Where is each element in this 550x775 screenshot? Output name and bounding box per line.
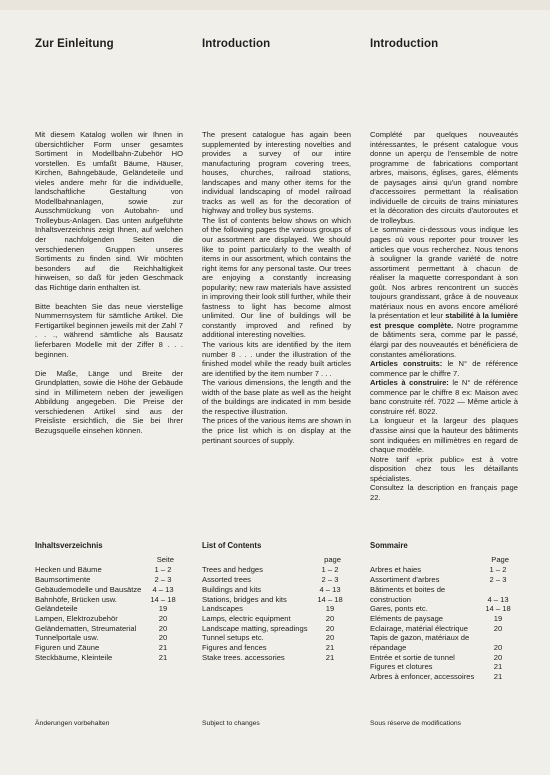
toc-row xyxy=(35,653,176,663)
toc-row-label: Gebäudemodelle und Bausätze xyxy=(35,584,142,594)
toc-row xyxy=(370,604,511,614)
toc-row xyxy=(35,595,176,605)
footer-english: Subject to changes xyxy=(202,720,260,727)
toc-row xyxy=(370,575,511,585)
toc-row xyxy=(370,565,511,575)
german-paragraph-3: Die Maße, Länge und Breite der Grundplatten, sowie die Höhe der Gebäude sind in Millimetern neben der jeweiligen Abbildung angegeben. Die Preise der verschiedenen Artikel sind aus der Preisliste ersichtlich, die Sie bei Ihrer Bezugsquelle einsehen können. xyxy=(35,368,183,435)
english-paragraph-4: The various dimensions, the length and the width of the base plate as well as the height of the buildings are indicated in mm beside the respective illustration. xyxy=(202,378,351,416)
toc-row-page: 14 – 18 xyxy=(317,594,343,604)
toc-row xyxy=(35,604,176,614)
english-paragraph-1: The present catalogue has again been supplemented by interesting novelties and provides a survey of our intire manufacturing program covering trees, houses, churches, railroad stations, landscapes and many other items for the individual landscaping of model railroad tracks as well as for the decoration of highway and trolley bus systems. xyxy=(202,130,351,216)
toc-row-label: Tapis de gazon, matériaux de répandage xyxy=(370,633,470,653)
french-paragraph-7: Consultez la description en français page 22. xyxy=(370,483,518,502)
toc-english-title: List of Contents xyxy=(202,541,262,550)
toc-row-page: 2 – 3 xyxy=(489,575,507,585)
toc-row xyxy=(370,585,511,604)
toc-row-page: 1 – 2 xyxy=(489,565,507,575)
toc-row-label: Baumsortimente xyxy=(35,575,91,585)
toc-row-label: Geländematten, Streumaterial xyxy=(35,623,137,633)
toc-row-label: Eléments de paysage xyxy=(370,613,444,623)
toc-english-page-header: page xyxy=(324,554,341,564)
toc-row-page: 14 – 18 xyxy=(485,604,511,614)
toc-row-page: 19 xyxy=(493,613,503,623)
toc-row-page: 21 xyxy=(158,643,168,653)
toc-row-page: 20 xyxy=(158,623,168,633)
toc-row-label: Stake trees. accessories xyxy=(202,652,285,662)
toc-row xyxy=(202,653,343,663)
toc-row xyxy=(35,633,176,643)
english-paragraph-5: The prices of the various items are shown in the price list which is on display at the pertinant sources of supply. xyxy=(202,416,351,445)
toc-row-label: Landscape matting, spreadings xyxy=(202,623,308,633)
french-paragraph-2: Le sommaire ci-dessous vous indique les pages où vous reporter pour trouver les articles que vous recherchez. Nous tenons à souligner la grande variété de notre assortiment permettant à chacun de réaliser la maquette correspondant à son goût. Nos arbres rencontrent un succès toujours grandissant, grâce à de nouveaux matériaux nous en avons encore amélioré la présentation et leur stabilité à la lumière est presque complète. Notre programme de bâtiments sera, comme par le passé, élargi par des nouveautés et bénéficiera de constantes améliorations. xyxy=(370,225,518,359)
toc-row-label: Steckbäume, Kleinteile xyxy=(35,652,113,662)
toc-row-page: 20 xyxy=(325,613,335,623)
toc-row-label: Assortiment d'arbres xyxy=(370,575,440,585)
toc-row-label: Eclairage, matérial électrique xyxy=(370,623,468,633)
german-intro-column xyxy=(35,130,183,445)
toc-row xyxy=(202,595,343,605)
toc-row xyxy=(35,624,176,634)
french-paragraph-6: Notre tarif «prix public» est à votre disposition chez tous les détaillants spécialistes. xyxy=(370,454,518,483)
toc-english xyxy=(202,541,343,662)
toc-row-label: Tunnelportale usw. xyxy=(35,633,99,643)
toc-row-label: Figuren und Zäune xyxy=(35,643,100,653)
toc-row-page: 20 xyxy=(493,623,503,633)
toc-row xyxy=(370,653,511,663)
toc-row-page: 19 xyxy=(158,604,168,614)
toc-row xyxy=(35,565,176,575)
toc-row xyxy=(370,662,511,672)
footer-french: Sous réserve de modifications xyxy=(370,720,462,727)
toc-french-title: Sommaire xyxy=(370,541,408,550)
french-paragraph-5: La longueur et la largeur des plaques d'assise ainsi que la hauteur des bâtiments sont indiquées en millimètres en regard de chaque modèle. xyxy=(370,416,518,455)
toc-row-label: Landscapes xyxy=(202,604,243,614)
french-paragraph-1: Complété par quelques nouveautés intéressantes, le présent catalogue vous donne un aperçu de l'ensemble de notre programme de fabrications comportant arbres, maisons, églises, gares, éléments de paysages ainsi qu'un grand nombre d'accessoires permettant la réalisation individuelle de circuits de trains miniatures et la décoration des circuits d'autoroutes et de trolleybus. xyxy=(370,130,518,225)
toc-row-label: Bâtiments et boites de construction xyxy=(370,584,446,604)
english-paragraph-2: The list of contents below shows on which of the following pages the various groups of our assortment are displayed. We should like to point particularly to the wealth of items in our assortment, which contains the right items for any personal taste. Our trees are enjoying a constantly increasing popularity; new raw materials have assisted in improving their look still further, while their fastness to light has become almost unlimited. Our line of buildings will be constantly improved and refined by additional interesting novelties. xyxy=(202,215,351,340)
french-paragraph-3: Articles construits: le N° de référence commence par le chiffre 7. xyxy=(370,359,518,378)
top-band xyxy=(0,0,550,10)
toc-row-label: Stations, bridges and kits xyxy=(202,594,287,604)
toc-row-page: 2 – 3 xyxy=(154,575,172,585)
toc-row-page: 21 xyxy=(158,652,168,662)
toc-row-page: 20 xyxy=(325,623,335,633)
toc-row-label: Entrée et sortie de tunnel xyxy=(370,652,455,662)
toc-row xyxy=(202,575,343,585)
toc-german-rows xyxy=(35,565,176,662)
toc-german-page-header: Seite xyxy=(156,554,174,564)
toc-row-label: Figures et clotures xyxy=(370,662,433,672)
toc-row xyxy=(370,624,511,634)
toc-french xyxy=(370,541,511,682)
toc-row-label: Geländeteile xyxy=(35,604,78,614)
toc-row-label: Hecken und Bäume xyxy=(35,565,102,575)
toc-row xyxy=(202,614,343,624)
toc-row-page: 20 xyxy=(158,633,168,643)
french-bold-kit-articles: Articles à construire: xyxy=(370,378,449,388)
toc-row-page: 21 xyxy=(325,652,335,662)
toc-row-label: Tunnel setups etc. xyxy=(202,633,264,643)
toc-row-page: 1 – 2 xyxy=(154,565,172,575)
footer-german: Änderungen vorbehalten xyxy=(35,720,110,727)
toc-row xyxy=(35,585,176,595)
toc-row xyxy=(35,614,176,624)
toc-row-page: 21 xyxy=(493,662,503,672)
toc-row xyxy=(35,575,176,585)
toc-row xyxy=(370,672,511,682)
toc-row-page: 4 – 13 xyxy=(487,594,509,604)
toc-row-label: Arbres à enfoncer, accessoires xyxy=(370,672,475,682)
toc-french-page-header: Page xyxy=(491,554,509,564)
toc-row xyxy=(202,585,343,595)
toc-row xyxy=(202,565,343,575)
toc-row xyxy=(370,614,511,624)
french-intro-column xyxy=(370,130,518,502)
french-paragraph-4: Articles à construire: le N° de référence commence par le chiffre 8 ex: Maison avec banc construite réf. 7022 — Même article à construire réf. 8022. xyxy=(370,378,518,416)
french-bold-light-fastness: stabilité à la lumière est presque complète. xyxy=(370,311,518,330)
toc-row-page: 20 xyxy=(325,633,335,643)
heading-german: Zur Einleitung xyxy=(35,38,114,50)
toc-row-page: 4 – 13 xyxy=(319,584,341,594)
toc-german-title: Inhaltsverzeichnis xyxy=(35,541,103,550)
toc-row xyxy=(202,633,343,643)
toc-row-page: 20 xyxy=(493,643,503,653)
toc-row xyxy=(202,643,343,653)
english-paragraph-3: The various kits are identified by the item number 8 . . . under the illustration of the finished model while the ready built articles are identified by the item number 7 . . . xyxy=(202,340,351,378)
toc-row-label: Gares, ponts etc. xyxy=(370,604,428,614)
heading-french: Introduction xyxy=(370,38,439,50)
toc-row-page: 21 xyxy=(325,643,335,653)
toc-row-page: 1 – 2 xyxy=(321,565,339,575)
toc-row-label: Figures and fences xyxy=(202,643,267,653)
toc-row xyxy=(370,633,511,652)
toc-row-label: Lampen, Elektrozubehör xyxy=(35,613,118,623)
toc-row-page: 20 xyxy=(493,652,503,662)
english-intro-column xyxy=(202,130,351,445)
toc-row xyxy=(202,624,343,634)
toc-row xyxy=(202,604,343,614)
french-bold-built-articles: Articles construits: xyxy=(370,359,443,369)
toc-row xyxy=(35,643,176,653)
heading-english: Introduction xyxy=(202,38,271,50)
toc-english-rows xyxy=(202,565,343,662)
toc-row-page: 14 – 18 xyxy=(150,594,176,604)
toc-row-label: Arbres et haies xyxy=(370,565,422,575)
toc-row-page: 20 xyxy=(158,613,168,623)
toc-row-label: Assorted trees xyxy=(202,575,251,585)
toc-row-label: Buildings and kits xyxy=(202,584,262,594)
german-paragraph-2: Bitte beachten Sie das neue vierstellige Nummernsystem für sämtliche Artikel. Die Fertigartikel beginnen jeweils mit der Zahl 7 . . ., während sämtliche als Bausatz lieferbaren Modelle mit der Ziffer 8 . . . beginnen. xyxy=(35,301,183,359)
toc-row-page: 2 – 3 xyxy=(321,575,339,585)
toc-french-rows xyxy=(370,565,511,681)
toc-row-label: Lamps, electric equipment xyxy=(202,613,291,623)
german-paragraph-1: Mit diesem Katalog wollen wir Ihnen in übersichtlicher Form unser gesamtes Sortiment in Modellbahn-Zubehör HO vorstellen. Es umfaßt Bäume, Häuser, Kirchen, Bahngebäude, Geländeteile und vieles andere mehr für die individuelle, landschaftliche Gestaltung von Modellbahnanlagen, sowie zur Ausschmückung von Autobahn- und Trolleybus-Anlagen. Das unten aufgeführte Inhaltsverzeichnis zeigt Ihnen, auf welchen der nachfolgenden Seiten die verschiedenen Gruppen unseres Sortiments zu finden sind. Wir möchten besonders auf die Reichhaltigkeit hinweisen, so daß für jeden Geschmack das Richtige darin enthalten ist. xyxy=(35,130,183,292)
toc-row-page: 4 – 13 xyxy=(152,584,174,594)
toc-row-label: Trees and hedges xyxy=(202,565,263,575)
toc-row-label: Bahnhöfe, Brücken usw. xyxy=(35,594,117,604)
toc-row-page: 19 xyxy=(325,604,335,614)
toc-row-page: 21 xyxy=(493,672,503,682)
toc-german xyxy=(35,541,176,662)
